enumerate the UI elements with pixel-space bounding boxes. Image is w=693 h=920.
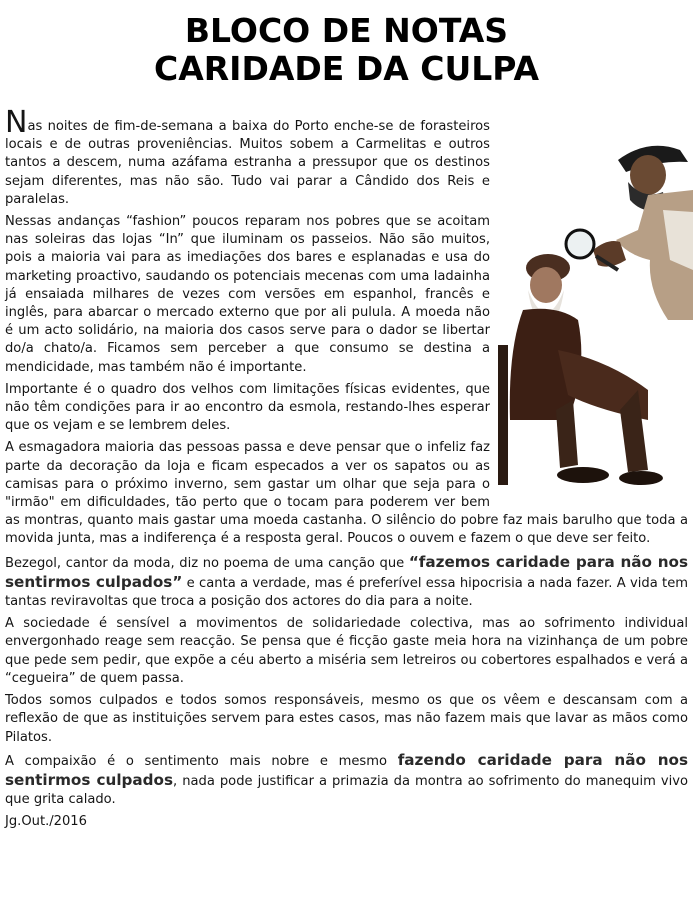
paragraph-5 (5, 553, 688, 612)
paragraph-5-lead: Bezegol, cantor da moda, diz no poema de uma canção que (5, 555, 409, 571)
paragraph-3: Importante é o quadro dos velhos com limitações físicas evidentes, que não têm condições para ir ao encontro da esmola, restando-lhes esperar que os vejam e se lembrem deles. (5, 381, 490, 434)
paragraph-8 (5, 751, 688, 810)
image-float-spacer (490, 110, 688, 502)
paragraph-4: A esmagadora maioria das pessoas passa e deve pensar que o infeliz faz parte da decoração da loja e ficam especados a ver os sapatos ou as camisas para o próximo inverno, sem gastar um olhar que seja para o "irmão" em dificuldades, tão perto que o tocam para poderem ver bem as montras, quanto mais gastar uma moeda castanha. O silêncio do pobre faz mais barulho que toda a movida junta, mas a indiferença é a resposta geral. Poucos o ouvem e fazem o que deve ser feito. (5, 440, 688, 547)
paragraph-5-tail: e canta a verdade, mas é preferível essa hipocrisia a nada fazer. A vida tem tantas reviravoltas que troca a posição dos actores do dia para a noite. (5, 575, 689, 610)
drop-cap: N (5, 105, 28, 140)
paragraph-8-lead: A compaixão é o sentimento mais nobre e mesmo (5, 753, 398, 769)
title-line-1: BLOCO DE NOTAS (184, 11, 509, 50)
song-quote: “fazemos caridade para não nos sentirmos culpados” (5, 552, 688, 591)
signature: Jg.Out./2016 (5, 814, 87, 830)
article-body (5, 105, 689, 836)
paragraph-2: Nessas andanças “fashion” poucos reparam nos pobres que se acoitam nas soleiras das lojas “In” que iluminam os passeios. Não são muitos, pois a maioria vai para as imediações dos bares e esplanadas e usa do marketing proactivo, saudando os potenciais mecenas com uma ladainha já ensaiada milhares de vezes com versões em espanhol, francês e inglês, para abarcar o mercado externo que por ali pulula. A moeda não é um acto solidário, na maioria dos casos serve para o dador se libertar do/a chato/a. Ficamos sem perceber a que consumo se destina a mendicidade, mas também não é importante. (5, 214, 490, 375)
paragraph-1-text: as noites de fim-de-semana a baixa do Porto enche-se de forasteiros locais e de outras proveniências. Muitos sobem a Carmelitas e outros tantos a descem, numa azáfama estranha a pressupor que os destinos sejam diferentes, mas não são. Tudo vai parar a Cândido dos Reis e paralelas. (5, 119, 490, 207)
title-line-2: CARIDADE DA CULPA (154, 49, 539, 88)
closing-quote: fazendo caridade para não nos sentirmos culpados (5, 750, 688, 789)
page-title (0, 12, 693, 88)
paragraph-8-tail: , nada pode justificar a primazia da montra ao sofrimento do manequim vivo que grita calado. (5, 773, 688, 808)
paragraph-6: A sociedade é sensível a movimentos de solidariedade colectiva, mas ao sofrimento individual envergonhado reage sem reacção. Se pensa que é ficção gaste meia hora na vizinhança de um pobre que pede sem pedir, que expõe a céu aberto a miséria sem letreiros ou cobertores espalhados e verá a “cegueira” de quem passa. (5, 616, 688, 686)
paragraph-7: Todos somos culpados e todos somos responsáveis, mesmo os que os vêem e descansam com a reflexão de que as instituições servem para estes casos, mas não fazem mais que lavar as mãos como Pilatos. (5, 693, 688, 745)
